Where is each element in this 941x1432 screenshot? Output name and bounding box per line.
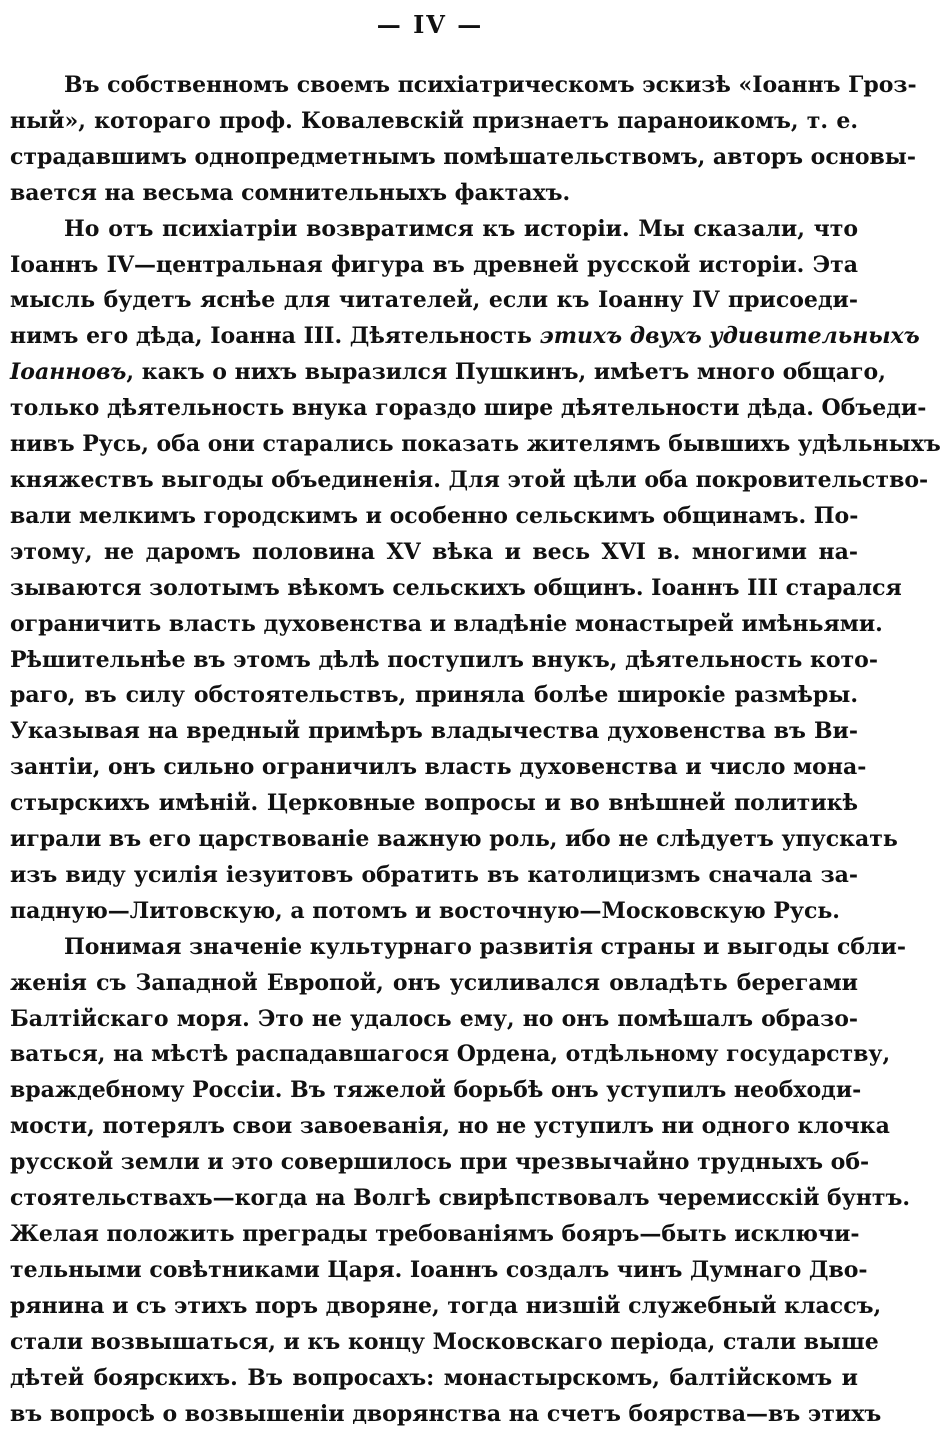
text-line-content: враждебному Россіи. Въ тяжелой борьбѣ онъ уступилъ необходи- [10,1077,862,1104]
text-line-content: русской земли и это совершилось при чрезвычайно трудныхъ об- [10,1149,870,1176]
text-line [10,786,858,822]
text-line-content: Понимая значеніе культурнаго развитія страны и выгоды сбли- [64,933,906,960]
text-line [10,212,858,248]
text-line-content: тельными совѣтниками Царя. Іоаннъ создалъ чинъ Думнаго Дво- [10,1256,868,1283]
page-number-header: — IV — [376,10,484,39]
body-text [10,68,941,1432]
text-line [10,1073,862,1109]
text-line-content: ваться, на мѣстѣ распадавшагося Ордена, отдѣльному государству, [10,1041,891,1068]
text-line-content: этому, не даромъ половина XV вѣка и весь XVI в. многими на- [10,538,858,565]
text-line-content: только дѣятельность внука гораздо шире дѣятельности дѣда. Объеди- [10,395,927,422]
text-line [10,1217,858,1253]
text-line [10,140,916,176]
text-line [10,822,898,858]
text-line-content: женія съ Западной Европой, онъ усиливался овладѣть берегами [10,969,858,996]
text-line [10,283,858,319]
text-line-content: Рѣшительнѣе въ этомъ дѣлѣ поступилъ внукъ, дѣятельность кото- [10,646,878,673]
text-line-content: Іоаннъ IV—центральная фигура въ древней русской исторіи. Эта [10,251,858,278]
text-line [10,68,917,104]
text-line [10,463,929,499]
text-line-content: нимъ его дѣда, Іоанна III. Дѣятельность [10,323,540,350]
text-line-content: раго, въ силу обстоятельствъ, приняла болѣе широкіе размѣры. [10,682,858,709]
text-line-content: Желая положить преграды требованіямъ бояръ—быть исключи- [10,1221,860,1247]
text-line [10,1181,911,1217]
text-line-content: рянина и съ этихъ поръ дворяне, тогда низшій служебный классъ, [10,1292,882,1319]
text-line [10,714,858,750]
italic-phrase: этихъ двухъ удивительныхъ [539,323,920,350]
text-line-rest: , какъ о нихъ выразился Пушкинъ, имѣетъ много общаго, [126,359,886,386]
text-line [10,966,858,1002]
text-line-content: вали мелкимъ городскимъ и особенно сельскимъ общинамъ. По- [10,502,859,529]
text-line-content: княжествъ выгоды объединенія. Для этой цѣли оба покровительство- [10,466,929,493]
text-line [10,1145,870,1181]
text-line-content: мости, потерялъ свои завоеванія, но не уступилъ ни одного клочка [10,1113,890,1140]
text-line [10,571,902,607]
text-line [10,1253,868,1289]
text-line [10,1109,890,1145]
text-line-content: вается на весьма сомнительныхъ фактахъ. [10,179,571,206]
text-line-content: дѣтей боярскихъ. Въ вопросахъ: монастырскомъ, балтійскомъ и [10,1364,858,1391]
text-line [10,1361,858,1397]
text-line-content: стоятельствахъ—когда на Волгѣ свирѣпствовалъ черемисскій бунтъ. [10,1185,911,1212]
text-line [10,750,867,786]
text-line [10,858,858,894]
text-line [10,678,858,714]
text-line [10,104,858,140]
text-line-content: играли въ его царствованіе важную роль, ибо не слѣдуетъ упускать [10,826,898,853]
text-line-content: мысль будетъ яснѣе для читателей, если къ Іоанну IV присоеди- [10,287,858,314]
text-line-content: Балтійскаго моря. Это не удалось ему, но онъ помѣшалъ образо- [10,1005,858,1032]
text-line-content: Въ собственномъ своемъ психіатрическомъ эскизѣ «Іоаннъ Гроз- [64,72,917,98]
text-line [10,427,941,463]
text-line-content: зываются золотымъ вѣкомъ сельскихъ общинъ. Іоаннъ III старался [10,574,902,601]
text-line-content: Но отъ психіатріи возвратимся къ исторіи. Мы сказали, что [64,215,858,242]
text-line [10,1037,891,1073]
text-line-content: стырскихъ имѣній. Церковные вопросы и во внѣшней политикѣ [10,790,858,817]
text-line [10,535,858,571]
text-line-content: ный», котораго проф. Ковалевскій признаетъ параноикомъ, т. е. [10,107,858,134]
text-line [10,355,886,391]
text-line-content: зантіи, онъ сильно ограничилъ власть духовенства и число мона- [10,754,867,781]
text-line [10,391,927,427]
text-line [10,1002,858,1038]
text-line-content: изъ виду усилія іезуитовъ обратить въ католицизмъ сначала за- [10,861,858,888]
text-line-content: ограничить власть духовенства и владѣніе монастырей имѣньями. [10,610,883,637]
text-line [10,607,883,643]
text-line [10,499,858,535]
text-line-content: стали возвышаться, и къ концу Московскаго періода, стали выше [10,1328,879,1355]
text-line-content: страдавшимъ однопредметнымъ помѣшательствомъ, авторъ основы- [10,143,916,170]
text-line [10,176,858,212]
text-line [10,248,858,284]
text-line [10,643,878,679]
text-line-content: въ вопросѣ о возвышеніи дворянства на счетъ боярства—въ этихъ [10,1400,882,1427]
text-line [10,894,858,930]
text-line [10,319,920,355]
italic-phrase: Іоанновъ [10,359,127,386]
text-line [10,1289,882,1325]
text-line-content: Указывая на вредный примѣръ владычества духовенства въ Ви- [10,718,858,745]
text-line-content: нивъ Русь, оба они старались показать жителямъ бывшихъ удѣльныхъ [10,431,941,458]
text-line [10,1397,882,1432]
text-line [10,930,906,966]
text-line-content: падную—Литовскую, а потомъ и восточную—Московскую Русь. [10,897,840,924]
text-line [10,1325,879,1361]
